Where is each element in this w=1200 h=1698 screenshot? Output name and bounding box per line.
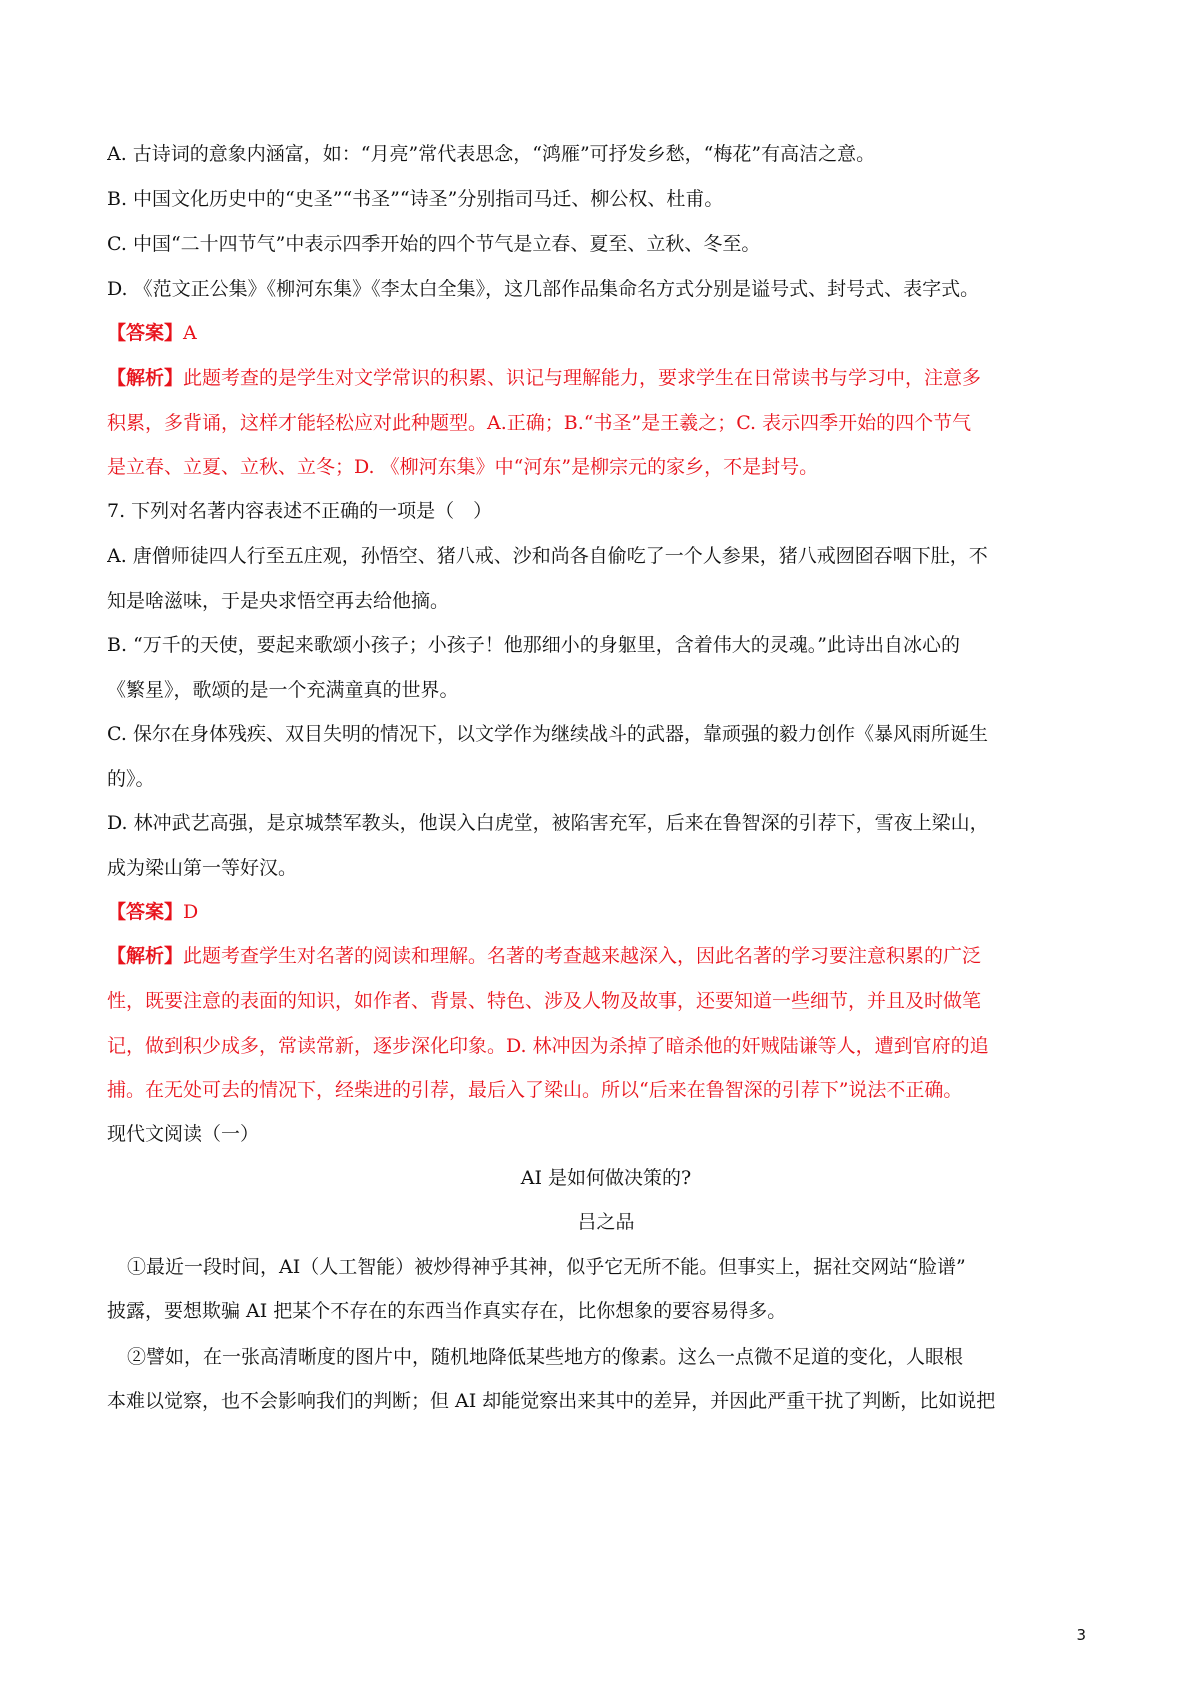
page-number: 3 [1076,1626,1086,1644]
q6-analysis-line-1 [107,366,1105,390]
q7-analysis-line-3: 记，做到积少成多，常读常新，逐步深化印象。D. 林冲因为杀掉了暗杀他的奸贼陆谦等人，遭到官府的追 [107,1035,989,1057]
q7-analysis-line-2: 性，既要注意的表面的知识，如作者、背景、特色、涉及人物及故事，还要知道一些细节，并且及时做笔 [107,990,982,1012]
article-title: AI 是如何做决策的? [520,1167,692,1189]
q6-answer [107,321,1105,345]
q7-option-c-line-2: 的》。 [107,768,155,790]
q7-answer [107,900,1105,924]
answer-label: 【答案】 [107,322,184,344]
q7-option-b-line-2: 《繁星》，歌颂的是一个充满童真的世界。 [107,679,459,701]
q7-option-a-line-2: 知是啥滋味，于是央求悟空再去给他摘。 [107,590,450,612]
q7-option-d-line-1: D. 林冲武艺高强，是京城禁军教头，他误入白虎堂，被陷害充军，后来在鲁智深的引荐下，雪夜上梁山， [107,812,989,834]
analysis-label: 【解析】 [107,945,184,967]
paragraph-2-line-1: ②譬如，在一张高清晰度的图片中，随机地降低某些地方的像素。这么一点微不足道的变化，人眼根 [127,1346,964,1368]
q7-option-b-line-1: B. “万千的天使，要起来歌颂小孩子；小孩子！他那细小的身躯里，含着伟大的灵魂。”此诗出自冰心的 [107,634,960,656]
paragraph-1-line-2: 披露，要想欺骗 AI 把某个不存在的东西当作真实存在，比你想象的要容易得多。 [107,1300,787,1322]
q6-option-c: C. 中国“二十四节气”中表示四季开始的四个节气是立春、夏至、立秋、冬至。 [107,233,761,255]
article-author: 吕之品 [577,1211,635,1233]
q7-option-c-line-1: C. 保尔在身体残疾、双目失明的情况下，以文学作为继续战斗的武器，靠顽强的毅力创作《暴风雨所诞生 [107,723,988,745]
q7-analysis-line-4: 捕。在无处可去的情况下，经柴进的引荐，最后入了梁山。所以“后来在鲁智深的引荐下”说法不正确。 [107,1079,963,1101]
answer-value: A [183,322,197,344]
paragraph-2-line-2: 本难以觉察，也不会影响我们的判断；但 AI 却能觉察出来其中的差异，并因此严重干扰了判断，比如说把 [107,1390,996,1412]
q6-option-b: B. 中国文化历史中的“史圣”“书圣”“诗圣”分别指司马迁、柳公权、杜甫。 [107,188,724,210]
analysis-label: 【解析】 [107,367,184,389]
analysis-text: 此题考查的是学生对文学常识的积累、识记与理解能力，要求学生在日常读书与学习中，注意多 [183,367,982,389]
paragraph-1-line-1: ①最近一段时间，AI（人工智能）被炒得神乎其神，似乎它无所不能。但事实上，据社交网站“脸谱” [127,1256,966,1278]
q7-analysis-line-1 [107,944,1105,968]
q7-option-a-line-1: A. 唐僧师徒四人行至五庄观，孙悟空、猪八戒、沙和尚各自偷吃了一个人参果，猪八戒囫囵吞咽下肚，不 [107,545,988,567]
q7-stem: 7. 下列对名著内容表述不正确的一项是（ ） [107,500,493,522]
q6-analysis-line-2: 积累，多背诵，这样才能轻松应对此种题型。A.正确；B.“书圣”是王羲之；C. 表示四季开始的四个节气 [107,412,972,434]
analysis-text: 此题考查学生对名著的阅读和理解。名著的考查越来越深入，因此名著的学习要注意积累的广泛 [183,945,982,967]
q6-option-a: A. 古诗词的意象内涵富，如：“月亮”常代表思念，“鸿雁”可抒发乡愁，“梅花”有高洁之意。 [107,143,876,165]
q6-analysis-line-3: 是立春、立夏、立秋、立冬；D. 《柳河东集》中“河东”是柳宗元的家乡，不是封号。 [107,456,819,478]
answer-value: D [183,901,199,923]
q6-option-d: D. 《范文正公集》《柳河东集》《李太白全集》，这几部作品集命名方式分别是谥号式、封号式、表字式。 [107,278,980,300]
answer-label: 【答案】 [107,901,184,923]
q7-option-d-line-2: 成为梁山第一等好汉。 [107,857,298,879]
section-heading: 现代文阅读（一） [107,1123,260,1145]
